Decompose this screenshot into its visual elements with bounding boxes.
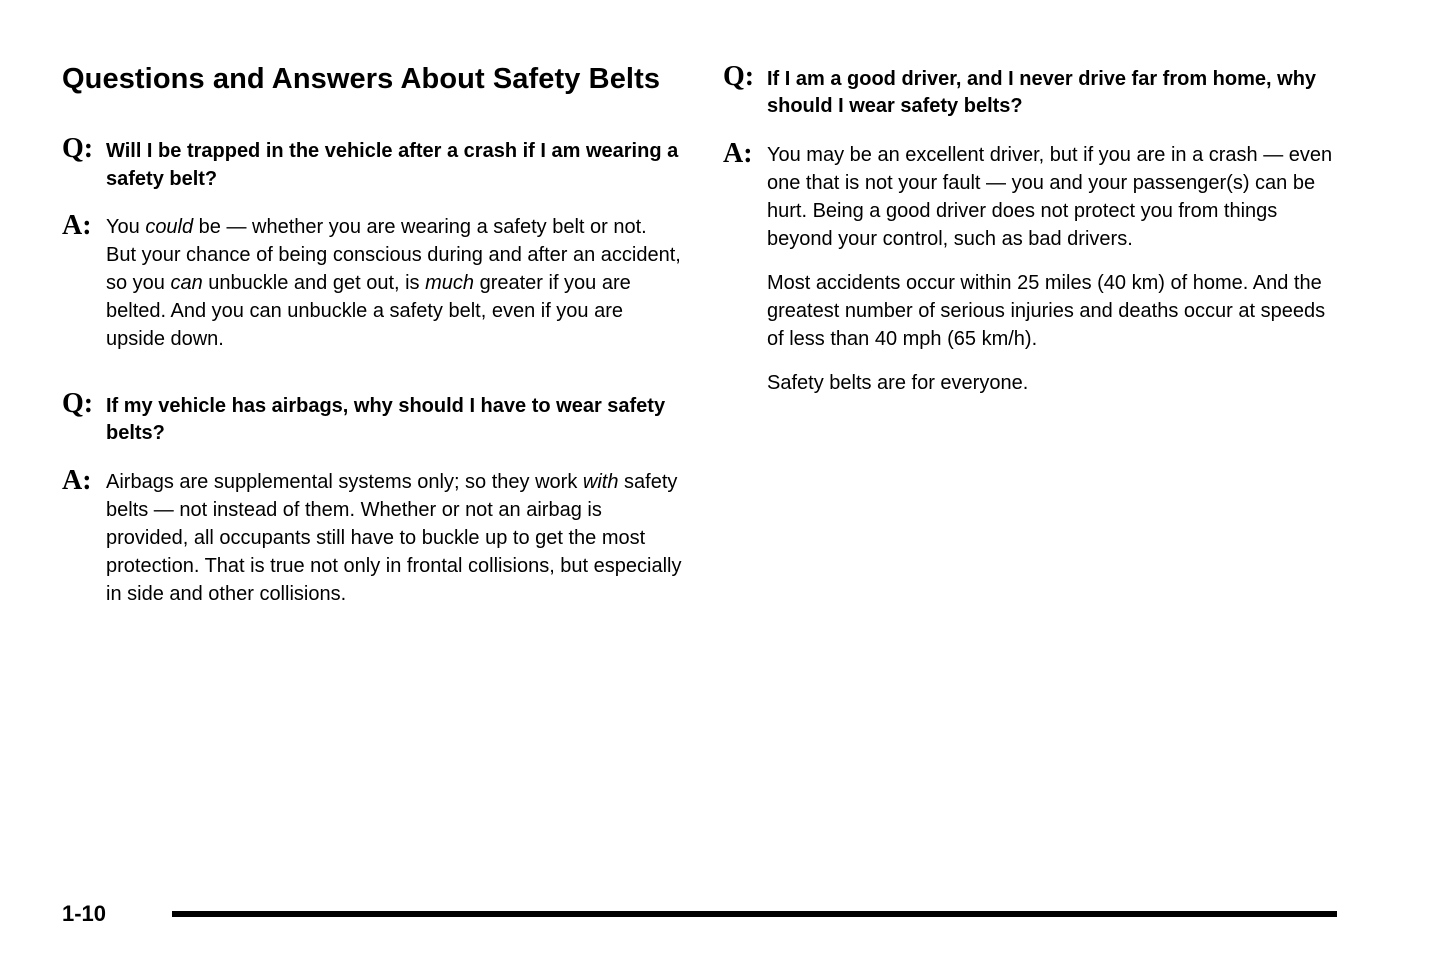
answer-marker: A: (723, 137, 753, 169)
question-text: Will I be trapped in the vehicle after a crash if I am wearing a safety belt? (106, 140, 679, 190)
answer-row (62, 209, 682, 353)
question-marker: Q: (723, 61, 755, 92)
answer-row (723, 137, 1343, 253)
qa-block-airbags (62, 387, 682, 608)
footer-divider (172, 911, 1337, 917)
page-number: 1-10 (62, 901, 107, 926)
page-title: Questions and Answers About Safety Belts (62, 63, 661, 95)
question-marker: Q: (62, 388, 94, 420)
answer-text: You could be — whether you are wearing a safety belt or not. But your chance of being conscious during and after an accident, so you can unbuckle and get out, is much greater if you are belted. And you can unbuckle a safety belt, even if you are upside down. (106, 216, 681, 351)
qa-block-trapped (62, 132, 682, 353)
answer-marker: A: (62, 210, 92, 242)
right-column (723, 60, 1343, 413)
answer-paragraph: Safety belts are for everyone. (767, 371, 1029, 394)
left-column (62, 60, 682, 624)
question-row (62, 387, 682, 448)
question-row (723, 60, 1343, 121)
question-row (62, 132, 682, 193)
answer-text: You may be an excellent driver, but if you are in a crash — even one that is not your fault — you and your passenger(s) can be hurt. Being a good driver does not protect you from things beyond your control, such as bad drivers. (767, 143, 1333, 250)
answer-text: Airbags are supplemental systems only; so they work with safety belts — not instead of them. Whether or not an airbag is provided, all occupants still have to buckle up to get the most protection. That is true not only in frontal collisions, but especially in side and other collisions. (106, 470, 682, 605)
question-text: If my vehicle has airbags, why should I have to wear safety belts? (106, 395, 666, 445)
page-footer (62, 903, 1337, 925)
answer-marker: A: (62, 464, 92, 496)
question-marker: Q: (62, 133, 94, 165)
block-spacer (62, 369, 682, 387)
qa-block-good-driver (723, 60, 1343, 397)
answer-paragraph: Most accidents occur within 25 miles (40 km) of home. And the greatest number of serious injuries and deaths occur at speeds of less than 40 mph (65 km/h). (767, 271, 1326, 350)
question-text: If I am a good driver, and I never drive far from home, why should I wear safety belts? (767, 68, 1317, 118)
answer-row (62, 464, 682, 608)
